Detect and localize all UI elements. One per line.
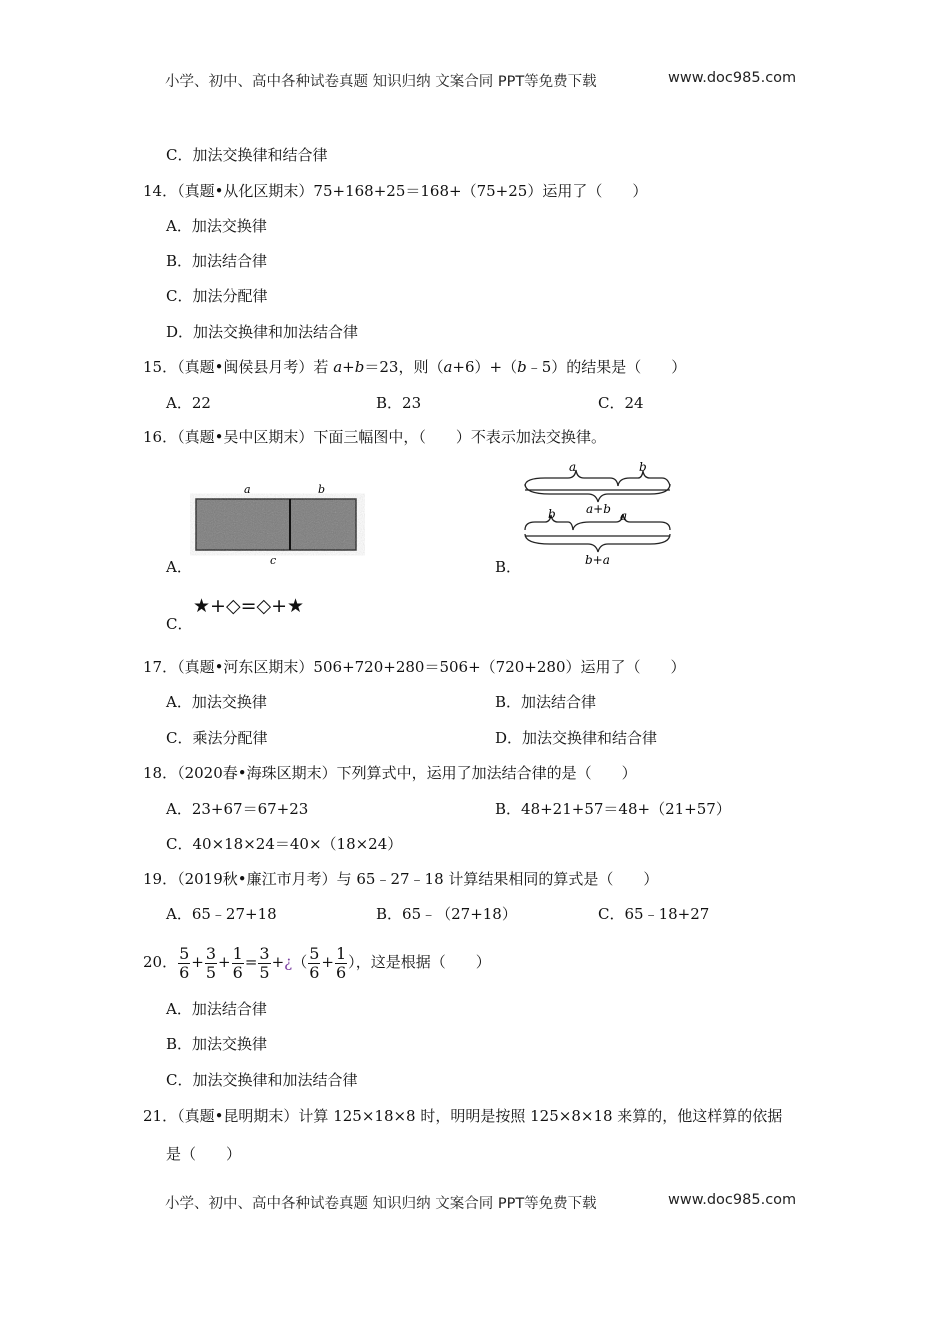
q17-option-c: C．乘法分配律 <box>166 729 268 747</box>
q13-option-c: C．加法交换律和结合律 <box>166 146 328 164</box>
q18-stem: 18．（2020春•海珠区期末）下列算式中，运用了加法结合律的是（ ） <box>143 764 637 782</box>
q16-option-a: A． <box>166 558 192 576</box>
q20-option-b: B．加法交换律 <box>166 1035 268 1053</box>
fig-b-label-sum1: a+b <box>586 502 611 516</box>
page-footer <box>165 1192 797 1213</box>
q17-option-b: B．加法结合律 <box>495 693 597 711</box>
q14-option-d: D．加法交换律和加法结合律 <box>166 323 359 341</box>
footer-text: 小学、初中、高中各种试卷真题 知识归纳 文案合同 PPT等免费下载 <box>165 1196 597 1212</box>
q18-option-c: C．40×18×24＝40×（18×24） <box>166 835 403 853</box>
q16-option-c: C． <box>166 615 193 633</box>
fig-b-label-a2: a <box>620 509 628 523</box>
q17-option-d: D．加法交换律和结合律 <box>495 729 658 747</box>
q15-option-b: B．23 <box>376 394 422 412</box>
q20-stem: 20． $\frac{5}{6}$ + $\frac{3}{5}$ + $\frac{1}{6}$ = $\frac{3}{5}$ +¿（ $\frac{5}{6}$ + $\frac{1}{6}$ ），这是根据（ ） <box>143 943 491 982</box>
q21-stem: 21．（真题•昆明期末）计算 125×18×8 时，明明是按照 125×8×18 来算的，他这样算的依据 <box>143 1107 783 1125</box>
fig-a-label-c: c <box>270 554 277 567</box>
q21-stem-cont: 是（ ） <box>166 1145 242 1163</box>
header-text: 小学、初中、高中各种试卷真题 知识归纳 文案合同 PPT等免费下载 <box>165 74 597 90</box>
q14-option-c: C．加法分配律 <box>166 287 268 305</box>
fig-a-label-b: b <box>318 483 326 496</box>
fig-b-label-a: a <box>569 460 577 474</box>
fig-a-label-a: a <box>244 483 251 496</box>
q19-option-a: A．65﹣27+18 <box>166 905 277 923</box>
q15-option-a: A．22 <box>166 394 211 412</box>
q19-stem: 19．（2019秋•廉江市月考）与 65﹣27﹣18 计算结果相同的算式是（ ） <box>143 870 659 888</box>
footer-site: www.doc985.com <box>668 1192 797 1208</box>
q14-option-b: B．加法结合律 <box>166 252 268 270</box>
q20-option-a: A．加法结合律 <box>166 1000 267 1018</box>
q18-option-a: A．23+67＝67+23 <box>166 800 309 818</box>
q19-option-b: B．65﹣（27+18） <box>376 905 517 923</box>
q14-option-a: A．加法交换律 <box>166 217 267 235</box>
page-header <box>165 70 797 91</box>
q17-option-a: A．加法交换律 <box>166 693 267 711</box>
q16-figure-b <box>520 458 680 570</box>
q15-option-c: C．24 <box>598 394 644 412</box>
q16-figure-a <box>190 478 365 570</box>
q20-option-c: C．加法交换律和加法结合律 <box>166 1071 358 1089</box>
q17-stem: 17．（真题•河东区期末）506+720+280＝506+（720+280）运用了（ ） <box>143 658 686 676</box>
fig-b-label-sum2: b+a <box>585 553 610 567</box>
fig-b-label-b2: b <box>548 507 556 521</box>
q16-figure-c: ★+◇=◇+★ <box>193 595 305 617</box>
q14-stem: 14．（真题•从化区期末）75+168+25＝168+（75+25）运用了（ ） <box>143 182 648 200</box>
header-site: www.doc985.com <box>668 70 797 86</box>
q18-option-b: B．48+21+57＝48+（21+57） <box>495 800 731 818</box>
fig-b-label-b: b <box>639 460 647 474</box>
q16-option-b: B． <box>495 558 522 576</box>
q16-stem: 16．（真题•吴中区期末）下面三幅图中，（ ）不表示加法交换律。 <box>143 428 606 446</box>
q15-stem: 15．（真题•闽侯县月考）若 a+b＝23，则（a+6）+（b﹣5）的结果是（ ） <box>143 358 687 376</box>
q19-option-c: C．65﹣18+27 <box>598 905 710 923</box>
